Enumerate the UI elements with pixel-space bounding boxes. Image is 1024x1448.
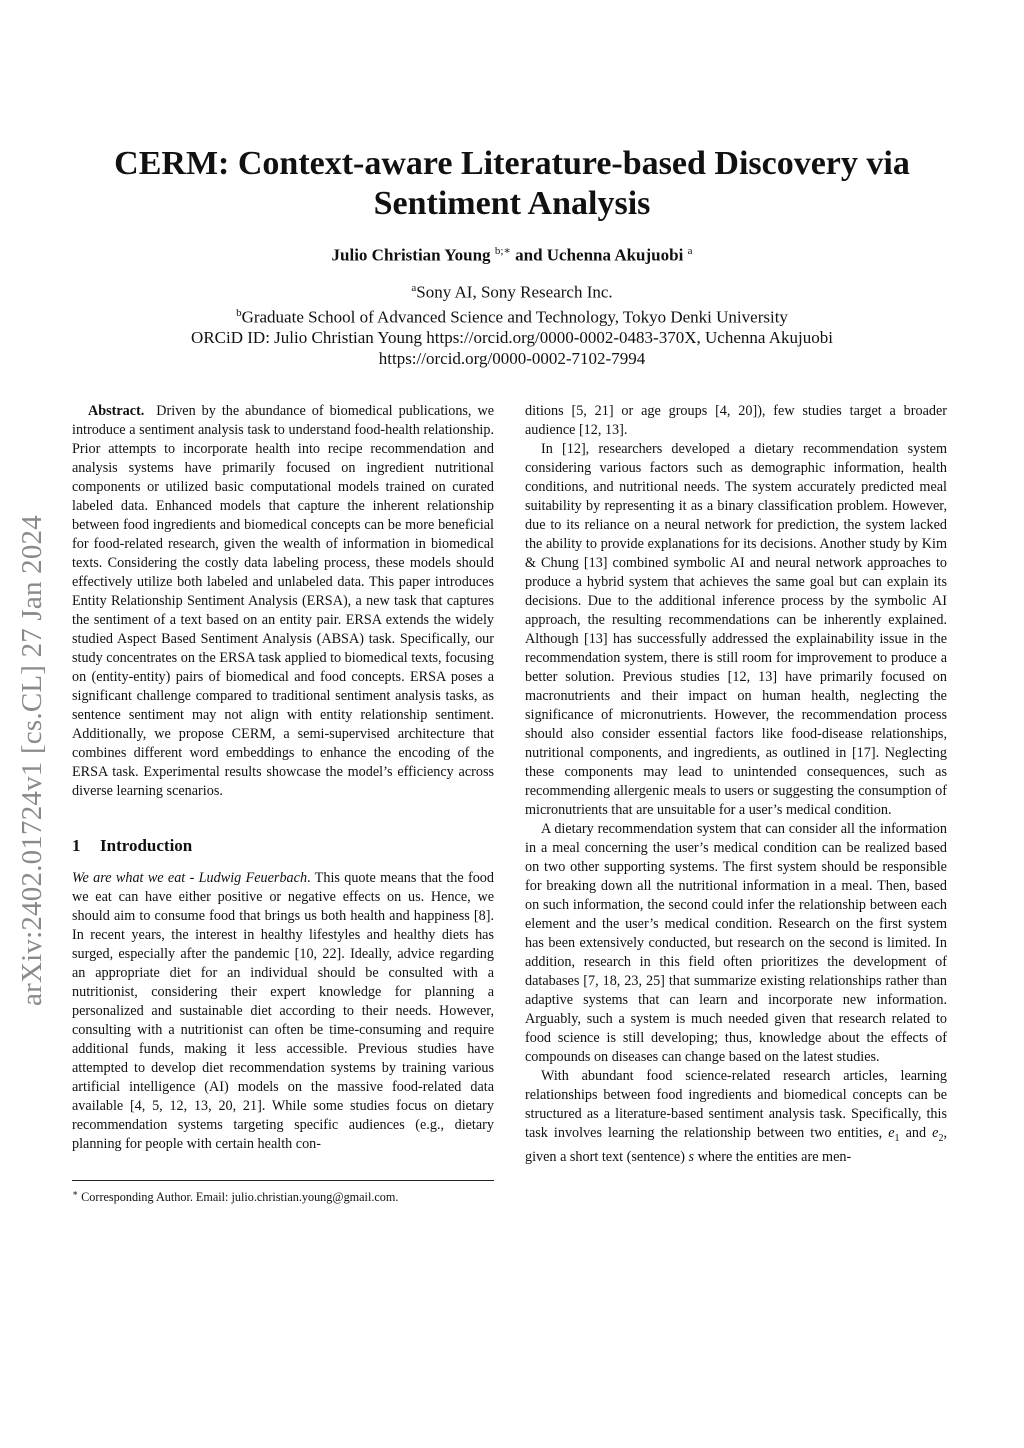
affil-mark: b (236, 306, 242, 319)
body-paragraph: ditions [5, 21] or age groups [4, 20]), few studies target a broader audience [12, 13]. (525, 403, 947, 438)
affil-text: Graduate School of Advanced Science and Technology, Tokyo Denki University (241, 307, 788, 327)
author-affil-mark: a (687, 245, 693, 257)
math-subscript: 2 (938, 1132, 944, 1144)
body-text: With abundant food science-related research articles, learning relationships between food ingredients and biomedical concepts can be structured as a literature-based sentiment analysis task. Specifically, this task involves learning the relationship between two entities, (525, 1068, 947, 1141)
affiliation-a (60, 278, 964, 303)
body-text: where the entities are men- (694, 1148, 852, 1165)
footnote-mark: ∗ (72, 1188, 79, 1198)
body-text: and (899, 1125, 933, 1141)
orcid-line: ORCiD ID: Julio Christian Young https://orcid.org/0000-0002-0483-370X, Uchenna Akujuobi (191, 328, 833, 348)
arxiv-identifier: arXiv:2402.01724v1 [cs.CL] 27 Jan 2024 (15, 514, 48, 1006)
left-column (72, 402, 494, 1154)
epigraph-quote: We are what we eat - Ludwig Feuerbach (72, 870, 308, 886)
abstract-label: Abstract. (88, 403, 145, 419)
abstract (72, 402, 494, 801)
orcid-line: https://orcid.org/0000-0002-7102-7994 (378, 349, 646, 369)
arxiv-side-label (12, 460, 52, 1060)
footnote (72, 1186, 502, 1205)
math-e1 (888, 1125, 900, 1144)
affiliation-b (60, 303, 964, 328)
affil-text: Sony AI, Sony Research Inc. (416, 282, 613, 302)
math-s: s (688, 1148, 695, 1165)
math-subscript: 1 (894, 1132, 900, 1144)
right-column (525, 402, 947, 1167)
author-affil-mark: b;∗ (494, 245, 511, 257)
author-list (60, 240, 964, 267)
affil-mark: a (411, 282, 417, 294)
math-e2 (932, 1125, 944, 1144)
body-text: , given a short text (sentence) (525, 1125, 947, 1165)
section-heading (72, 835, 494, 857)
affiliations (60, 278, 964, 369)
footnote-divider (72, 1180, 494, 1181)
author-joiner: and (515, 245, 543, 265)
intro-text: . This quote means that the food we eat can have either positive or negative effects on us. Hence, we should aim to consume food that brings us both health and happiness [8]. In recent years, the interest in healthy lifestyles and healthy diets has surged, especially after the pandemic [10, 22]. Ideally, advice regarding an appropriate diet for an individual should be consulted with a nutritionist, considering their expert knowledge for planning a personalized and sustainable diet according to their needs. However, consulting with a nutritionist can often be time-consuming and require additional funds, making it less accessible. Previous studies have attempted to develop diet recommendation systems by training various artificial intelligence (AI) models on the massive food-related data available [4, 5, 12, 13, 20, 21]. While some studies focus on dietary recommendation systems targeting specific audiences (e.g., dietary planning for people with certain health con- (72, 870, 494, 1152)
body-paragraph: In [12], researchers developed a dietary recommendation system considering various factors such as demographic information, health conditions, and nutritional needs. The system accurately predicted meal suitability by representing it as a binary classification problem. However, due to its reliance on a neural network for prediction, the system lacked the ability to provide explanations for its decisions. Another study by Kim & Chung [13] combined symbolic AI and neural network approaches to produce a hybrid system that achieves the same goal but can explain its decisions. Due to the additional inference process by the symbolic AI approach, the resulting recommendations can be inherently explained. Although [13] has successfully addressed the explainability issue in the recommendation system, there is still room for improvement to produce a better solution. Previous studies [12, 13] have primarily focused on macronutrients and their impact on human health, neglecting the significance of micronutrients. However, the recommendation process should also consider essential factors like food-disease relationships, nutritional components, and ingredients, as outlined in [17]. Neglecting these components may lead to unintended consequences, such as recommending allergenic meals to users or suggesting the consumption of micronutrients that are unsuitable for a user’s medical condition. (525, 441, 947, 818)
author-name: Julio Christian Young (331, 245, 491, 265)
math-symbol: e (932, 1125, 939, 1141)
math-symbol: e (888, 1125, 895, 1141)
section-number: 1 (72, 836, 81, 855)
abstract-text: Driven by the abundance of biomedical publications, we introduce a sentiment analysis task to understand food-health relationship. Prior attempts to incorporate health into recipe recommendation and analysis systems have primarily focused on ingredient nutritional components or utilized basic computational models trained on curated labeled data. Enhanced models that capture the inherent relationship between food ingredients and biomedical concepts can be more beneficial for food-related research, given the wealth of information in biomedical texts. Considering the costly data labeling process, these models should effectively utilize both labeled and unlabeled data. This paper introduces Entity Relationship Sentiment Analysis (ERSA), a new task that captures the sentiment of a text based on an entity pair. ERSA extends the widely studied Aspect Based Sentiment Analysis (ABSA) task. Specifically, our study concentrates on the ERSA task applied to biomedical texts, focusing on (entity-entity) pairs of biomedical and food concepts. ERSA poses a significant challenge compared to traditional sentiment analysis tasks, as sentence sentiment may not align with entity relationship sentiment. Additionally, we propose CERM, a semi-supervised architecture that combines different word embeddings to enhance the encoding of the ERSA task. Experimental results showcase the model’s efficiency across diverse learning scenarios. (72, 403, 494, 799)
body-paragraph: A dietary recommendation system that can consider all the information in a meal concerning the user’s medical condition can be realized based on two other supporting systems. The first system should be responsible for breaking down all the nutritional information in a meal. Then, based on such information, the second could infer the relationship between each element and the user’s medical condition. Research on the first system has been extensively conducted, but research on the second is limited. In addition, research in this field often prioritizes the development of databases [7, 18, 23, 25] that summarize existing relationships rather than adaptive systems that can learn and incorporate new information. Arguably, such a system is much needed given that research related to food science is still developing; thus, knowledge about the effects of compounds on diseases can change based on the latest studies. (525, 821, 947, 1065)
title-line-1: CERM: Context-aware Literature-based Discovery via (114, 145, 910, 182)
intro-paragraph (72, 869, 494, 1154)
body-paragraph (525, 1067, 947, 1167)
title-line-2: Sentiment Analysis (373, 185, 651, 222)
author-name: Uchenna Akujuobi (546, 245, 684, 265)
paper-title (60, 144, 964, 224)
footnote-text: Corresponding Author. Email: julio.christian.young@gmail.com. (81, 1190, 399, 1205)
section-title: Introduction (100, 836, 193, 855)
